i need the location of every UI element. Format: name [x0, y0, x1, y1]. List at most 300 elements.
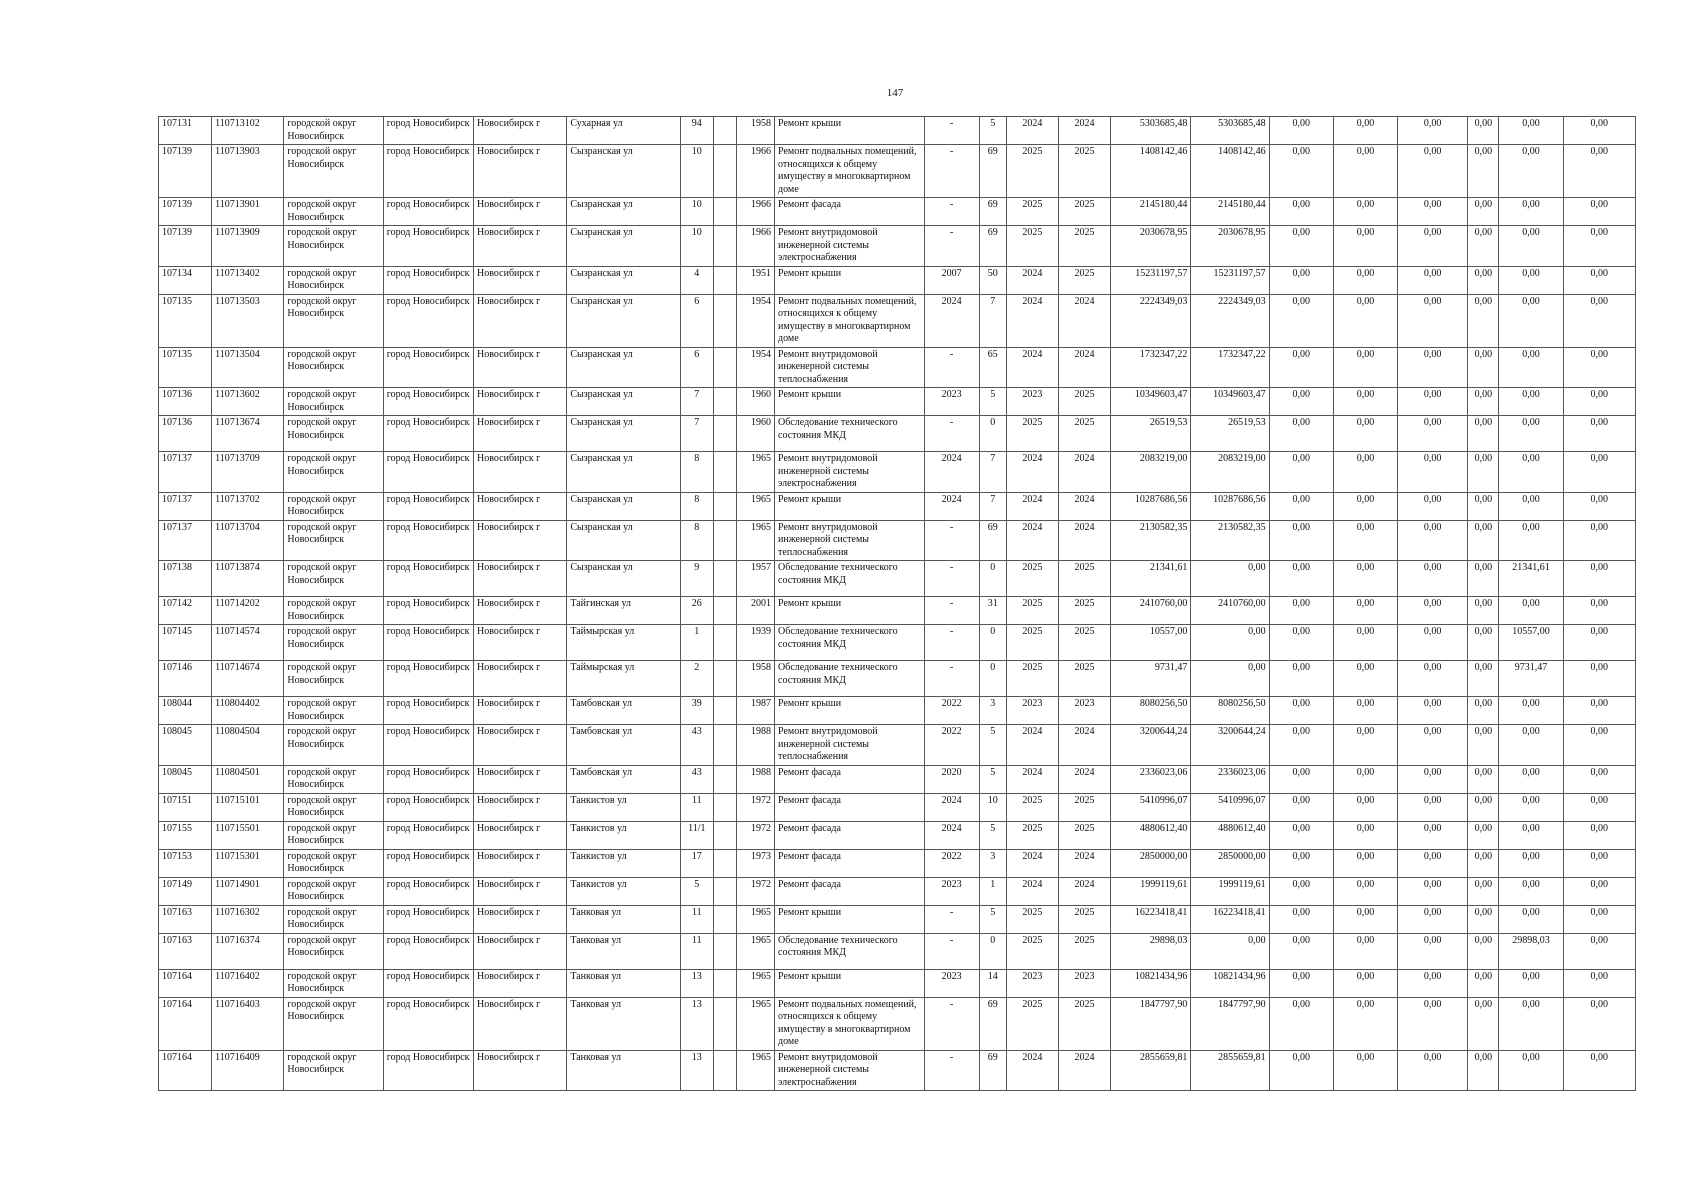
cell-last-repair-year: 2023 — [924, 969, 979, 997]
cell-federal-funds: 0,00 — [1269, 849, 1333, 877]
cell-total-cost: 10821434,96 — [1111, 969, 1191, 997]
table-row — [159, 226, 1636, 267]
cell-total-cost: 1408142,46 — [1111, 145, 1191, 198]
cell-last-repair-year: - — [924, 145, 979, 198]
cell-house-id: 107139 — [159, 226, 212, 267]
cell-municipal-district: городской округ Новосибирск — [284, 347, 383, 388]
table-row — [159, 1050, 1636, 1091]
cell-federal-funds: 0,00 — [1269, 416, 1333, 452]
cell-work-type: Обследование технического состояния МКД — [775, 416, 925, 452]
cell-regional-fund: 2224349,03 — [1191, 294, 1269, 347]
cell-plan-end-year: 2025 — [1058, 416, 1110, 452]
cell-plan-end-year: 2024 — [1058, 347, 1110, 388]
cell-local-budget: 0,00 — [1398, 765, 1468, 793]
cell-street: Сызранская ул — [567, 198, 680, 226]
cell-house-id: 107139 — [159, 145, 212, 198]
cell-regional-fund: 2410760,00 — [1191, 597, 1269, 625]
cell-house-letter — [713, 661, 736, 697]
cell-plan-start-year: 2025 — [1006, 561, 1058, 597]
cell-plan-end-year: 2025 — [1058, 597, 1110, 625]
cell-house-letter — [713, 597, 736, 625]
cell-regional-fund: 15231197,57 — [1191, 266, 1269, 294]
cell-wear-percent: 5 — [979, 725, 1006, 766]
cell-regional-budget: 0,00 — [1333, 661, 1397, 697]
cell-plan-end-year: 2024 — [1058, 765, 1110, 793]
cell-local-budget: 0,00 — [1398, 416, 1468, 452]
cell-street: Сызранская ул — [567, 347, 680, 388]
cell-owner-funds: 0,00 — [1468, 661, 1499, 697]
cell-work-id: 110716374 — [212, 933, 284, 969]
cell-work-id: 110713874 — [212, 561, 284, 597]
cell-reserve: 0,00 — [1563, 561, 1635, 597]
table-row — [159, 969, 1636, 997]
cell-reserve: 0,00 — [1563, 821, 1635, 849]
cell-house-number: 26 — [680, 597, 713, 625]
cell-municipal-district: городской округ Новосибирск — [284, 561, 383, 597]
cell-municipal-district: городской округ Новосибирск — [284, 997, 383, 1050]
cell-federal-funds: 0,00 — [1269, 821, 1333, 849]
cell-local-budget: 0,00 — [1398, 933, 1468, 969]
table-row — [159, 625, 1636, 661]
cell-locality: Новосибирск г — [474, 661, 567, 697]
cell-reserve: 0,00 — [1563, 294, 1635, 347]
cell-regional-fund: 10287686,56 — [1191, 492, 1269, 520]
cell-locality: Новосибирск г — [474, 725, 567, 766]
cell-other-funds: 0,00 — [1499, 416, 1563, 452]
cell-regional-budget: 0,00 — [1333, 294, 1397, 347]
cell-plan-end-year: 2025 — [1058, 388, 1110, 416]
cell-street: Сухарная ул — [567, 117, 680, 145]
cell-local-budget: 0,00 — [1398, 821, 1468, 849]
cell-build-year: 1960 — [736, 388, 774, 416]
cell-other-funds: 21341,61 — [1499, 561, 1563, 597]
cell-reserve: 0,00 — [1563, 725, 1635, 766]
cell-federal-funds: 0,00 — [1269, 117, 1333, 145]
cell-house-id: 107149 — [159, 877, 212, 905]
cell-locality: Новосибирск г — [474, 933, 567, 969]
cell-reserve: 0,00 — [1563, 597, 1635, 625]
cell-house-letter — [713, 492, 736, 520]
cell-house-letter — [713, 117, 736, 145]
cell-owner-funds: 0,00 — [1468, 793, 1499, 821]
cell-wear-percent: 0 — [979, 625, 1006, 661]
cell-settlement: город Новосибирск — [383, 597, 473, 625]
table-row — [159, 725, 1636, 766]
cell-settlement: город Новосибирск — [383, 849, 473, 877]
cell-work-type: Обследование технического состояния МКД — [775, 561, 925, 597]
cell-house-id: 107151 — [159, 793, 212, 821]
cell-total-cost: 2224349,03 — [1111, 294, 1191, 347]
cell-plan-end-year: 2025 — [1058, 226, 1110, 267]
cell-reserve: 0,00 — [1563, 765, 1635, 793]
cell-last-repair-year: 2024 — [924, 492, 979, 520]
cell-regional-budget: 0,00 — [1333, 520, 1397, 561]
cell-local-budget: 0,00 — [1398, 226, 1468, 267]
cell-build-year: 1939 — [736, 625, 774, 661]
cell-build-year: 1951 — [736, 266, 774, 294]
cell-settlement: город Новосибирск — [383, 821, 473, 849]
cell-federal-funds: 0,00 — [1269, 969, 1333, 997]
cell-last-repair-year: - — [924, 905, 979, 933]
cell-work-type: Ремонт фасада — [775, 821, 925, 849]
cell-work-type: Ремонт внутридомовой инженерной системы теплоснабжения — [775, 347, 925, 388]
cell-total-cost: 2850000,00 — [1111, 849, 1191, 877]
cell-settlement: город Новосибирск — [383, 561, 473, 597]
cell-other-funds: 0,00 — [1499, 145, 1563, 198]
cell-municipal-district: городской округ Новосибирск — [284, 597, 383, 625]
cell-municipal-district: городской округ Новосибирск — [284, 198, 383, 226]
cell-house-number: 7 — [680, 388, 713, 416]
cell-plan-end-year: 2024 — [1058, 520, 1110, 561]
cell-wear-percent: 69 — [979, 1050, 1006, 1091]
cell-settlement: город Новосибирск — [383, 145, 473, 198]
cell-locality: Новосибирск г — [474, 765, 567, 793]
cell-regional-fund: 1999119,61 — [1191, 877, 1269, 905]
cell-total-cost: 5303685,48 — [1111, 117, 1191, 145]
table-row — [159, 821, 1636, 849]
cell-other-funds: 9731,47 — [1499, 661, 1563, 697]
cell-locality: Новосибирск г — [474, 821, 567, 849]
cell-owner-funds: 0,00 — [1468, 725, 1499, 766]
cell-house-letter — [713, 697, 736, 725]
cell-locality: Новосибирск г — [474, 597, 567, 625]
cell-settlement: город Новосибирск — [383, 1050, 473, 1091]
table-row — [159, 905, 1636, 933]
cell-local-budget: 0,00 — [1398, 905, 1468, 933]
cell-plan-end-year: 2025 — [1058, 905, 1110, 933]
cell-total-cost: 1847797,90 — [1111, 997, 1191, 1050]
cell-other-funds: 0,00 — [1499, 347, 1563, 388]
cell-federal-funds: 0,00 — [1269, 597, 1333, 625]
cell-work-type: Ремонт крыши — [775, 597, 925, 625]
cell-plan-end-year: 2025 — [1058, 198, 1110, 226]
cell-owner-funds: 0,00 — [1468, 117, 1499, 145]
cell-wear-percent: 0 — [979, 416, 1006, 452]
cell-local-budget: 0,00 — [1398, 877, 1468, 905]
cell-house-id: 107164 — [159, 997, 212, 1050]
cell-house-id: 107163 — [159, 933, 212, 969]
cell-federal-funds: 0,00 — [1269, 625, 1333, 661]
cell-settlement: город Новосибирск — [383, 725, 473, 766]
cell-regional-budget: 0,00 — [1333, 597, 1397, 625]
cell-plan-end-year: 2025 — [1058, 266, 1110, 294]
cell-regional-budget: 0,00 — [1333, 765, 1397, 793]
cell-house-number: 43 — [680, 725, 713, 766]
cell-other-funds: 0,00 — [1499, 821, 1563, 849]
cell-regional-budget: 0,00 — [1333, 561, 1397, 597]
cell-house-number: 17 — [680, 849, 713, 877]
cell-last-repair-year: 2023 — [924, 388, 979, 416]
cell-plan-start-year: 2025 — [1006, 933, 1058, 969]
cell-build-year: 1965 — [736, 997, 774, 1050]
cell-regional-budget: 0,00 — [1333, 226, 1397, 267]
cell-work-id: 110716402 — [212, 969, 284, 997]
cell-plan-start-year: 2024 — [1006, 849, 1058, 877]
cell-regional-budget: 0,00 — [1333, 793, 1397, 821]
cell-last-repair-year: 2022 — [924, 725, 979, 766]
table-row — [159, 877, 1636, 905]
cell-plan-end-year: 2024 — [1058, 877, 1110, 905]
cell-municipal-district: городской округ Новосибирск — [284, 294, 383, 347]
cell-local-budget: 0,00 — [1398, 347, 1468, 388]
cell-plan-end-year: 2025 — [1058, 561, 1110, 597]
cell-house-number: 8 — [680, 452, 713, 493]
cell-municipal-district: городской округ Новосибирск — [284, 969, 383, 997]
cell-regional-budget: 0,00 — [1333, 625, 1397, 661]
cell-owner-funds: 0,00 — [1468, 347, 1499, 388]
cell-regional-fund: 3200644,24 — [1191, 725, 1269, 766]
cell-reserve: 0,00 — [1563, 117, 1635, 145]
cell-house-number: 11 — [680, 933, 713, 969]
cell-local-budget: 0,00 — [1398, 725, 1468, 766]
cell-last-repair-year: - — [924, 597, 979, 625]
cell-reserve: 0,00 — [1563, 520, 1635, 561]
cell-work-id: 110714574 — [212, 625, 284, 661]
cell-build-year: 1987 — [736, 697, 774, 725]
cell-regional-fund: 1847797,90 — [1191, 997, 1269, 1050]
cell-regional-fund: 4880612,40 — [1191, 821, 1269, 849]
cell-owner-funds: 0,00 — [1468, 997, 1499, 1050]
cell-regional-budget: 0,00 — [1333, 877, 1397, 905]
cell-locality: Новосибирск г — [474, 117, 567, 145]
cell-local-budget: 0,00 — [1398, 625, 1468, 661]
cell-work-id: 110804402 — [212, 697, 284, 725]
cell-build-year: 1954 — [736, 294, 774, 347]
cell-municipal-district: городской округ Новосибирск — [284, 452, 383, 493]
cell-build-year: 1966 — [736, 198, 774, 226]
cell-reserve: 0,00 — [1563, 198, 1635, 226]
cell-locality: Новосибирск г — [474, 294, 567, 347]
cell-owner-funds: 0,00 — [1468, 625, 1499, 661]
cell-total-cost: 2030678,95 — [1111, 226, 1191, 267]
cell-build-year: 1972 — [736, 877, 774, 905]
cell-house-id: 107134 — [159, 266, 212, 294]
cell-other-funds: 0,00 — [1499, 226, 1563, 267]
cell-work-type: Ремонт внутридомовой инженерной системы электроснабжения — [775, 226, 925, 267]
cell-wear-percent: 0 — [979, 661, 1006, 697]
cell-regional-fund: 0,00 — [1191, 625, 1269, 661]
cell-last-repair-year: 2022 — [924, 849, 979, 877]
cell-reserve: 0,00 — [1563, 793, 1635, 821]
cell-municipal-district: городской округ Новосибирск — [284, 849, 383, 877]
cell-street: Сызранская ул — [567, 294, 680, 347]
cell-plan-start-year: 2025 — [1006, 416, 1058, 452]
cell-settlement: город Новосибирск — [383, 661, 473, 697]
cell-build-year: 1965 — [736, 933, 774, 969]
cell-plan-end-year: 2024 — [1058, 1050, 1110, 1091]
cell-house-letter — [713, 226, 736, 267]
cell-work-type: Ремонт крыши — [775, 969, 925, 997]
table-row — [159, 765, 1636, 793]
cell-plan-start-year: 2025 — [1006, 226, 1058, 267]
cell-federal-funds: 0,00 — [1269, 492, 1333, 520]
cell-house-id: 107135 — [159, 347, 212, 388]
cell-owner-funds: 0,00 — [1468, 145, 1499, 198]
cell-plan-end-year: 2023 — [1058, 697, 1110, 725]
cell-work-type: Ремонт подвальных помещений, относящихся к общему имуществу в многоквартирном доме — [775, 145, 925, 198]
cell-total-cost: 2083219,00 — [1111, 452, 1191, 493]
cell-regional-budget: 0,00 — [1333, 997, 1397, 1050]
cell-wear-percent: 65 — [979, 347, 1006, 388]
cell-last-repair-year: - — [924, 561, 979, 597]
cell-regional-fund: 2336023,06 — [1191, 765, 1269, 793]
cell-regional-budget: 0,00 — [1333, 117, 1397, 145]
cell-plan-end-year: 2024 — [1058, 117, 1110, 145]
cell-work-id: 110713602 — [212, 388, 284, 416]
cell-wear-percent: 1 — [979, 877, 1006, 905]
cell-settlement: город Новосибирск — [383, 520, 473, 561]
cell-wear-percent: 5 — [979, 905, 1006, 933]
cell-total-cost: 15231197,57 — [1111, 266, 1191, 294]
cell-local-budget: 0,00 — [1398, 388, 1468, 416]
cell-plan-end-year: 2024 — [1058, 294, 1110, 347]
cell-other-funds: 0,00 — [1499, 1050, 1563, 1091]
table-row — [159, 145, 1636, 198]
cell-owner-funds: 0,00 — [1468, 520, 1499, 561]
cell-work-id: 110713704 — [212, 520, 284, 561]
cell-work-id: 110713503 — [212, 294, 284, 347]
register-table — [158, 116, 1636, 1091]
table-row — [159, 849, 1636, 877]
cell-work-type: Ремонт фасада — [775, 849, 925, 877]
cell-regional-fund: 8080256,50 — [1191, 697, 1269, 725]
cell-regional-budget: 0,00 — [1333, 849, 1397, 877]
cell-last-repair-year: 2023 — [924, 877, 979, 905]
cell-federal-funds: 0,00 — [1269, 725, 1333, 766]
table-row — [159, 561, 1636, 597]
table-row — [159, 661, 1636, 697]
cell-municipal-district: городской округ Новосибирск — [284, 266, 383, 294]
cell-reserve: 0,00 — [1563, 877, 1635, 905]
cell-settlement: город Новосибирск — [383, 226, 473, 267]
cell-municipal-district: городской округ Новосибирск — [284, 933, 383, 969]
cell-regional-fund: 2030678,95 — [1191, 226, 1269, 267]
cell-federal-funds: 0,00 — [1269, 661, 1333, 697]
cell-plan-start-year: 2025 — [1006, 661, 1058, 697]
cell-plan-start-year: 2023 — [1006, 969, 1058, 997]
cell-owner-funds: 0,00 — [1468, 492, 1499, 520]
cell-house-letter — [713, 849, 736, 877]
cell-reserve: 0,00 — [1563, 969, 1635, 997]
cell-build-year: 1957 — [736, 561, 774, 597]
cell-federal-funds: 0,00 — [1269, 198, 1333, 226]
cell-work-type: Ремонт фасада — [775, 877, 925, 905]
cell-other-funds: 0,00 — [1499, 905, 1563, 933]
cell-local-budget: 0,00 — [1398, 793, 1468, 821]
cell-locality: Новосибирск г — [474, 697, 567, 725]
cell-reserve: 0,00 — [1563, 849, 1635, 877]
cell-regional-fund: 16223418,41 — [1191, 905, 1269, 933]
cell-owner-funds: 0,00 — [1468, 969, 1499, 997]
cell-work-id: 110713402 — [212, 266, 284, 294]
cell-house-letter — [713, 452, 736, 493]
cell-locality: Новосибирск г — [474, 452, 567, 493]
cell-settlement: город Новосибирск — [383, 905, 473, 933]
cell-locality: Новосибирск г — [474, 793, 567, 821]
cell-street: Тамбовская ул — [567, 697, 680, 725]
cell-work-type: Ремонт фасада — [775, 765, 925, 793]
cell-house-id: 108045 — [159, 725, 212, 766]
cell-plan-start-year: 2023 — [1006, 388, 1058, 416]
cell-plan-end-year: 2024 — [1058, 452, 1110, 493]
cell-owner-funds: 0,00 — [1468, 905, 1499, 933]
cell-other-funds: 0,00 — [1499, 849, 1563, 877]
cell-build-year: 1973 — [736, 849, 774, 877]
cell-build-year: 1958 — [736, 661, 774, 697]
cell-house-letter — [713, 198, 736, 226]
cell-house-id: 107146 — [159, 661, 212, 697]
cell-settlement: город Новосибирск — [383, 969, 473, 997]
cell-locality: Новосибирск г — [474, 266, 567, 294]
cell-municipal-district: городской округ Новосибирск — [284, 661, 383, 697]
cell-other-funds: 0,00 — [1499, 294, 1563, 347]
cell-work-id: 110714202 — [212, 597, 284, 625]
cell-wear-percent: 5 — [979, 388, 1006, 416]
cell-house-number: 39 — [680, 697, 713, 725]
cell-plan-end-year: 2025 — [1058, 145, 1110, 198]
cell-regional-budget: 0,00 — [1333, 1050, 1397, 1091]
cell-regional-budget: 0,00 — [1333, 969, 1397, 997]
cell-reserve: 0,00 — [1563, 697, 1635, 725]
cell-federal-funds: 0,00 — [1269, 793, 1333, 821]
cell-other-funds: 0,00 — [1499, 198, 1563, 226]
cell-locality: Новосибирск г — [474, 561, 567, 597]
cell-municipal-district: городской округ Новосибирск — [284, 793, 383, 821]
cell-work-type: Обследование технического состояния МКД — [775, 933, 925, 969]
cell-other-funds: 0,00 — [1499, 697, 1563, 725]
cell-other-funds: 0,00 — [1499, 452, 1563, 493]
cell-house-number: 6 — [680, 347, 713, 388]
cell-total-cost: 2855659,81 — [1111, 1050, 1191, 1091]
cell-work-id: 110714674 — [212, 661, 284, 697]
cell-house-number: 2 — [680, 661, 713, 697]
cell-build-year: 1965 — [736, 1050, 774, 1091]
cell-work-type: Ремонт внутридомовой инженерной системы электроснабжения — [775, 1050, 925, 1091]
cell-work-type: Ремонт фасада — [775, 198, 925, 226]
cell-street: Танкистов ул — [567, 877, 680, 905]
cell-last-repair-year: - — [924, 416, 979, 452]
cell-work-type: Ремонт подвальных помещений, относящихся к общему имуществу в многоквартирном доме — [775, 294, 925, 347]
cell-house-letter — [713, 145, 736, 198]
cell-house-id: 108045 — [159, 765, 212, 793]
cell-other-funds: 0,00 — [1499, 266, 1563, 294]
cell-locality: Новосибирск г — [474, 997, 567, 1050]
cell-work-id: 110714901 — [212, 877, 284, 905]
cell-owner-funds: 0,00 — [1468, 821, 1499, 849]
cell-total-cost: 16223418,41 — [1111, 905, 1191, 933]
cell-reserve: 0,00 — [1563, 452, 1635, 493]
cell-last-repair-year: - — [924, 520, 979, 561]
cell-settlement: город Новосибирск — [383, 697, 473, 725]
cell-settlement: город Новосибирск — [383, 416, 473, 452]
cell-house-letter — [713, 765, 736, 793]
cell-street: Танкистов ул — [567, 821, 680, 849]
page-number: 147 — [886, 87, 904, 99]
cell-local-budget: 0,00 — [1398, 492, 1468, 520]
cell-last-repair-year: - — [924, 117, 979, 145]
cell-plan-start-year: 2023 — [1006, 697, 1058, 725]
cell-settlement: город Новосибирск — [383, 877, 473, 905]
cell-regional-fund: 26519,53 — [1191, 416, 1269, 452]
cell-street: Сызранская ул — [567, 520, 680, 561]
cell-municipal-district: городской округ Новосибирск — [284, 821, 383, 849]
cell-other-funds: 0,00 — [1499, 388, 1563, 416]
cell-regional-budget: 0,00 — [1333, 266, 1397, 294]
cell-house-number: 43 — [680, 765, 713, 793]
cell-settlement: город Новосибирск — [383, 294, 473, 347]
cell-work-id: 110713674 — [212, 416, 284, 452]
cell-work-id: 110713702 — [212, 492, 284, 520]
